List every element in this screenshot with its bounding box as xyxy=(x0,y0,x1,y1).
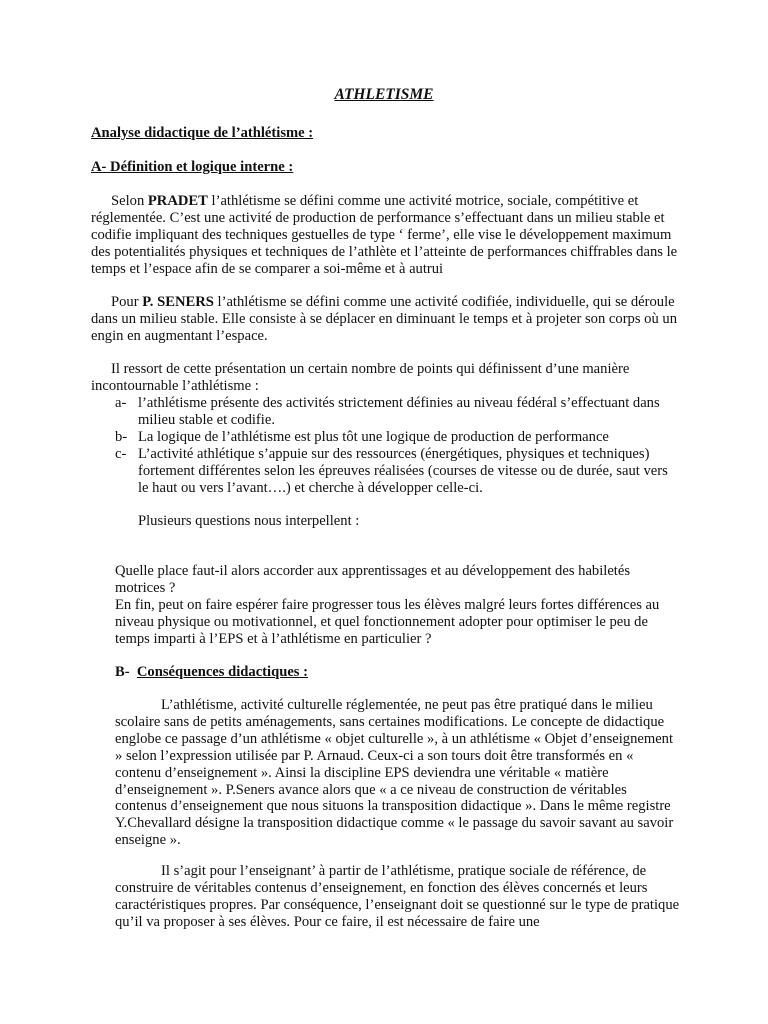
list-item-text: L’activité athlétique s’appuie sur des ressources (énergétiques, physiques et techniques) fortement différentes selon les épreuves réalisées (courses de vitesse ou de durée, saut vers le haut ou vers l’avant….) et cherche à développer celle-ci. xyxy=(138,445,668,496)
criteria-list xyxy=(115,395,681,496)
heading-analyse: Analyse didactique de l’athlétisme : xyxy=(91,125,314,141)
heading-section-a: A- Définition et logique interne : xyxy=(91,159,294,175)
paragraph-pradet-lead: Selon xyxy=(111,193,148,209)
paragraph-didactique-1: L’athlétisme, activité culturelle réglementée, ne peut pas être pratiqué dans le milieu scolaire sans de petits aménagements, sans certaines modifications. Le concepte de didactique englobe ce passage d’un athlétisme « objet culturelle », à un athlétisme « Objet d’enseignement » selon l’expression utilisée par P. Arnaud. Ceux-ci a son tours doit être transformés en « contenu d’enseignement ». Ainsi la discipline EPS deviendra une véritable « matière d’enseignement ». P.Seners avance alors que « a ce niveau de construction de véritables contenus d’enseignement que nous situons la transposition didactique ». Dans le même registre Y.Chevallard désigne la transposition didactique comme « le passage du savoir savant au savoir enseigne ». xyxy=(115,697,674,849)
heading-section-b-marker: B- xyxy=(115,664,130,680)
question-2: En fin, peut on faire espérer faire progresser tous les élèves malgré leurs fortes différences au niveau physique ou motivationnel, et quel fonctionnement adopter pour optimiser le peu de temps imparti à l’EPS et à l’athlétisme en particulier ? xyxy=(115,597,660,647)
list-item xyxy=(115,395,681,429)
list-item-text: La logique de l’athlétisme est plus tôt une logique de production de performance xyxy=(138,428,609,445)
question-1: Quelle place faut-il alors accorder aux apprentissages et au développement des habiletés motrices ? xyxy=(115,563,631,596)
author-pradet: PRADET xyxy=(147,193,208,209)
list-marker: a- xyxy=(115,395,127,411)
questions-intro: Plusieurs questions nous interpellent : xyxy=(138,513,360,529)
paragraph-pradet xyxy=(91,193,681,278)
heading-section-b xyxy=(115,664,681,681)
author-seners: P. SENERS xyxy=(142,294,214,310)
paragraph-pradet-text: l’athlétisme se défini comme une activité motrice, sociale, compétitive et réglementée. C’est une activité de production de performance s’effectuant dans un milieu stable et codifie impliquant des techniques gestuelles de type ‘ ferme’, elle vise le développement maximum des potentialités physiques et techniques de l’athlète et l’atteinte de performances chiffrables dans le temps et l’espace afin de se comparer a soi-même et à autrui xyxy=(91,193,678,277)
list-item xyxy=(115,446,681,497)
paragraph-didactique-2: Il s’agit pour l’enseignant’ à partir de l’athlétisme, pratique sociale de référence, de construire de véritables contenus d’enseignement, en fonction des élèves concernés et leurs caractéristiques propres. Par conséquence, l’enseignant doit se questionné sur le type de pratique qu’il va proposer à ses élèves. Pour ce faire, il est nécessaire de faire une xyxy=(115,863,680,930)
paragraph-seners-lead: Pour xyxy=(111,294,143,310)
list-item-text: l’athlétisme présente des activités strictement définies au niveau fédéral s’effectuant dans milieu stable et codifie. xyxy=(138,395,660,428)
heading-section-b-label: Conséquences didactiques : xyxy=(136,664,308,680)
list-marker: b- xyxy=(115,428,128,445)
paragraph-seners xyxy=(91,294,681,345)
paragraph-ressort: Il ressort de cette présentation un certain nombre de points qui définissent d’une manière incontournable l’athlétisme : xyxy=(91,361,630,394)
list-marker: c- xyxy=(115,445,127,462)
page-title: ATHLETISME xyxy=(334,86,434,103)
paragraph-seners-text: l’athlétisme se défini comme une activité codifiée, individuelle, qui se déroule dans un milieu stable. Elle consiste à se déplacer en diminuant le temps et à projeter son corps où un engin en augmentant l’espace. xyxy=(91,294,678,344)
list-item xyxy=(115,429,681,446)
